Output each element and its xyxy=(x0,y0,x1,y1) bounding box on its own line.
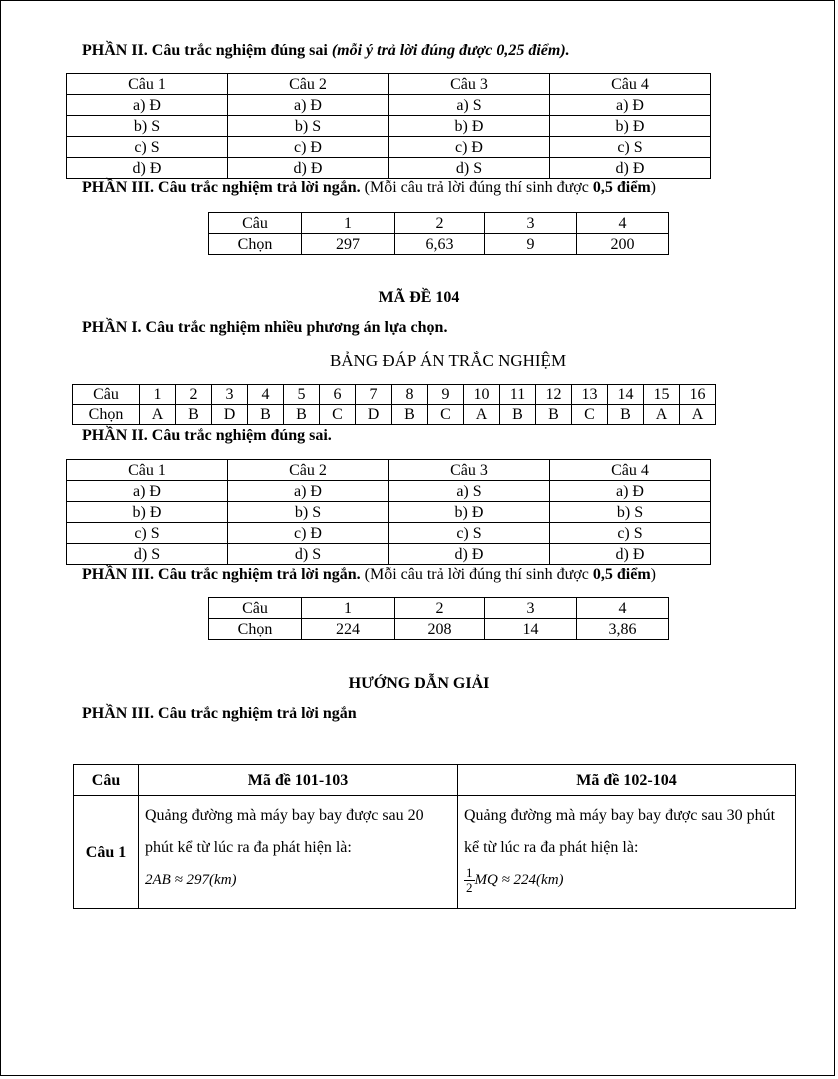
table-cell: 1 xyxy=(302,598,395,619)
table-cell: 13 xyxy=(572,385,608,405)
table-cell: 208 xyxy=(395,619,485,640)
table-row xyxy=(67,116,711,137)
table-cell: A xyxy=(140,405,176,425)
table-cell: b) Đ xyxy=(389,502,550,523)
part3-note: (Mỗi câu trả lời đúng thí sinh được xyxy=(364,179,593,196)
table-row xyxy=(209,619,669,640)
table-cell: c) Đ xyxy=(228,137,389,158)
table-cell: 2 xyxy=(395,213,485,234)
part3-note-end: ) xyxy=(650,179,656,196)
table-cell: b) S xyxy=(550,502,711,523)
table-cell: 2 xyxy=(176,385,212,405)
guide-section-heading: PHẦN III. Câu trắc nghiệm trả lời ngắn xyxy=(82,705,357,722)
table-cell: 9 xyxy=(428,385,464,405)
table-cell: 9 xyxy=(485,234,577,255)
part3b-note: (Mỗi câu trả lời đúng thí sinh được xyxy=(364,566,593,583)
solution-right xyxy=(458,796,796,909)
solution-right-math: MQ ≈ 224(km) xyxy=(474,872,564,888)
table-header: Câu 2 xyxy=(228,74,389,95)
table-cell: c) Đ xyxy=(228,523,389,544)
table-header: Câu xyxy=(74,765,139,796)
table-cell: b) S xyxy=(228,116,389,137)
table-cell: d) Đ xyxy=(228,158,389,179)
table-cell: d) Đ xyxy=(550,544,711,565)
table-cell: 11 xyxy=(500,385,536,405)
fraction-denominator: 2 xyxy=(466,879,473,895)
part2-heading xyxy=(82,42,570,60)
short-answer-table-1 xyxy=(208,212,669,255)
table-cell: b) Đ xyxy=(389,116,550,137)
table-cell: b) Đ xyxy=(550,116,711,137)
table-header: Câu 1 xyxy=(67,460,228,481)
table-cell: Chọn xyxy=(209,234,302,255)
table-header: Câu 3 xyxy=(389,460,550,481)
table-cell: a) S xyxy=(389,95,550,116)
table-row xyxy=(209,598,669,619)
part3-note-points: 0,5 điểm xyxy=(592,179,651,196)
table-row xyxy=(209,234,669,255)
table-cell: a) Đ xyxy=(67,481,228,502)
part3-heading xyxy=(82,179,656,197)
table-cell: d) Đ xyxy=(67,158,228,179)
table-cell: c) Đ xyxy=(389,137,550,158)
table-row xyxy=(67,502,711,523)
table-cell: D xyxy=(212,405,248,425)
table-header: Câu 4 xyxy=(550,460,711,481)
table-cell: B xyxy=(392,405,428,425)
question-label: Câu 1 xyxy=(74,796,139,909)
part3b-title: PHẦN III. Câu trắc nghiệm trả lời ngắn. xyxy=(82,566,361,583)
table-cell: A xyxy=(464,405,500,425)
part3-title: PHẦN III. Câu trắc nghiệm trả lời ngắn. xyxy=(82,179,361,196)
table-cell: 14 xyxy=(485,619,577,640)
part2-note: (mỗi ý trả lời đúng được 0,25 điểm). xyxy=(331,42,570,59)
table-cell: d) S xyxy=(67,544,228,565)
table-cell: 8 xyxy=(392,385,428,405)
table-cell: c) S xyxy=(389,523,550,544)
part3b-heading xyxy=(82,566,656,584)
table-cell: c) S xyxy=(550,137,711,158)
table-cell: a) S xyxy=(389,481,550,502)
table-row xyxy=(67,158,711,179)
table-cell: B xyxy=(176,405,212,425)
table-cell: 200 xyxy=(577,234,669,255)
table-cell: 6 xyxy=(320,385,356,405)
table-header: Câu 2 xyxy=(228,460,389,481)
solution-left xyxy=(139,796,458,909)
exam-code-title: MÃ ĐỀ 104 xyxy=(378,289,460,306)
table-cell: 4 xyxy=(577,213,669,234)
table-cell: 7 xyxy=(356,385,392,405)
guide-title: HƯỚNG DẪN GIẢI xyxy=(348,675,490,692)
table-cell: d) Đ xyxy=(389,544,550,565)
table-cell: B xyxy=(608,405,644,425)
table-cell: 3 xyxy=(485,213,577,234)
table-cell: d) S xyxy=(389,158,550,179)
part2b-heading: PHẦN II. Câu trắc nghiệm đúng sai. xyxy=(82,427,332,444)
multiple-choice-table xyxy=(72,384,716,425)
table-cell: 297 xyxy=(302,234,395,255)
solution-table xyxy=(73,764,796,909)
table-cell: A xyxy=(644,405,680,425)
table-header: Câu 4 xyxy=(550,74,711,95)
part1-heading: PHẦN I. Câu trắc nghiệm nhiều phương án lựa chọn. xyxy=(82,319,448,336)
table-row xyxy=(67,523,711,544)
table-cell: 1 xyxy=(140,385,176,405)
table-row xyxy=(67,95,711,116)
table-cell: Câu xyxy=(73,385,140,405)
part2-title: PHẦN II. Câu trắc nghiệm đúng sai xyxy=(82,42,328,59)
table-cell: b) Đ xyxy=(67,502,228,523)
short-answer-table-2 xyxy=(208,597,669,640)
table-cell: c) S xyxy=(67,523,228,544)
true-false-table-1 xyxy=(66,73,711,179)
table-header: Câu 3 xyxy=(389,74,550,95)
table-cell: 4 xyxy=(577,598,669,619)
table-cell: 224 xyxy=(302,619,395,640)
table-cell: c) S xyxy=(67,137,228,158)
table-cell: Câu xyxy=(209,213,302,234)
table-cell: A xyxy=(680,405,716,425)
table-row xyxy=(209,213,669,234)
table-cell: 6,63 xyxy=(395,234,485,255)
table-cell: Chọn xyxy=(209,619,302,640)
table-cell: B xyxy=(284,405,320,425)
table-cell: C xyxy=(428,405,464,425)
table-cell: a) Đ xyxy=(228,95,389,116)
table-cell: Câu xyxy=(209,598,302,619)
table-cell: 15 xyxy=(644,385,680,405)
table-cell: a) Đ xyxy=(67,95,228,116)
table-cell: B xyxy=(500,405,536,425)
table-cell: 14 xyxy=(608,385,644,405)
table-row xyxy=(74,765,796,796)
table-cell: 1 xyxy=(302,213,395,234)
table-row xyxy=(73,405,716,425)
table-row xyxy=(74,796,796,909)
table-cell: 3 xyxy=(485,598,577,619)
table-cell: b) S xyxy=(67,116,228,137)
solution-right-text: Quảng đường mà máy bay bay được sau 30 phút kể từ lúc ra đa phát hiện là: xyxy=(464,807,776,856)
table-cell: D xyxy=(356,405,392,425)
table-cell: c) S xyxy=(550,523,711,544)
table-header: Mã đề 101-103 xyxy=(139,765,458,796)
table-cell: Chọn xyxy=(73,405,140,425)
table-cell: 3,86 xyxy=(577,619,669,640)
table-cell: B xyxy=(248,405,284,425)
table-cell: 4 xyxy=(248,385,284,405)
table-header: Mã đề 102-104 xyxy=(458,765,796,796)
solution-left-text: Quảng đường mà máy bay bay được sau 20 phút kể từ lúc ra đa phát hiện là: xyxy=(145,807,424,856)
table-cell: a) Đ xyxy=(550,481,711,502)
fraction-numerator: 1 xyxy=(466,864,473,880)
table-cell: a) Đ xyxy=(550,95,711,116)
table-cell: b) S xyxy=(228,502,389,523)
table-cell: d) Đ xyxy=(550,158,711,179)
table-cell: 10 xyxy=(464,385,500,405)
table-cell: B xyxy=(536,405,572,425)
table-row xyxy=(73,385,716,405)
table-header: Câu 1 xyxy=(67,74,228,95)
part3b-note-end: ) xyxy=(650,566,656,583)
solution-left-math: 2AB ≈ 297(km) xyxy=(145,872,237,888)
table-cell: 12 xyxy=(536,385,572,405)
true-false-table-2 xyxy=(66,459,711,565)
answer-table-title: BẢNG ĐÁP ÁN TRẮC NGHIỆM xyxy=(329,351,567,370)
table-cell: C xyxy=(320,405,356,425)
part3b-note-points: 0,5 điểm xyxy=(592,566,651,583)
table-row xyxy=(67,137,711,158)
table-cell: C xyxy=(572,405,608,425)
table-cell: d) S xyxy=(228,544,389,565)
table-cell: 5 xyxy=(284,385,320,405)
table-cell: 16 xyxy=(680,385,716,405)
table-cell: 3 xyxy=(212,385,248,405)
table-cell: a) Đ xyxy=(228,481,389,502)
table-cell: 2 xyxy=(395,598,485,619)
table-row xyxy=(67,544,711,565)
fraction xyxy=(464,866,475,895)
table-row xyxy=(67,481,711,502)
